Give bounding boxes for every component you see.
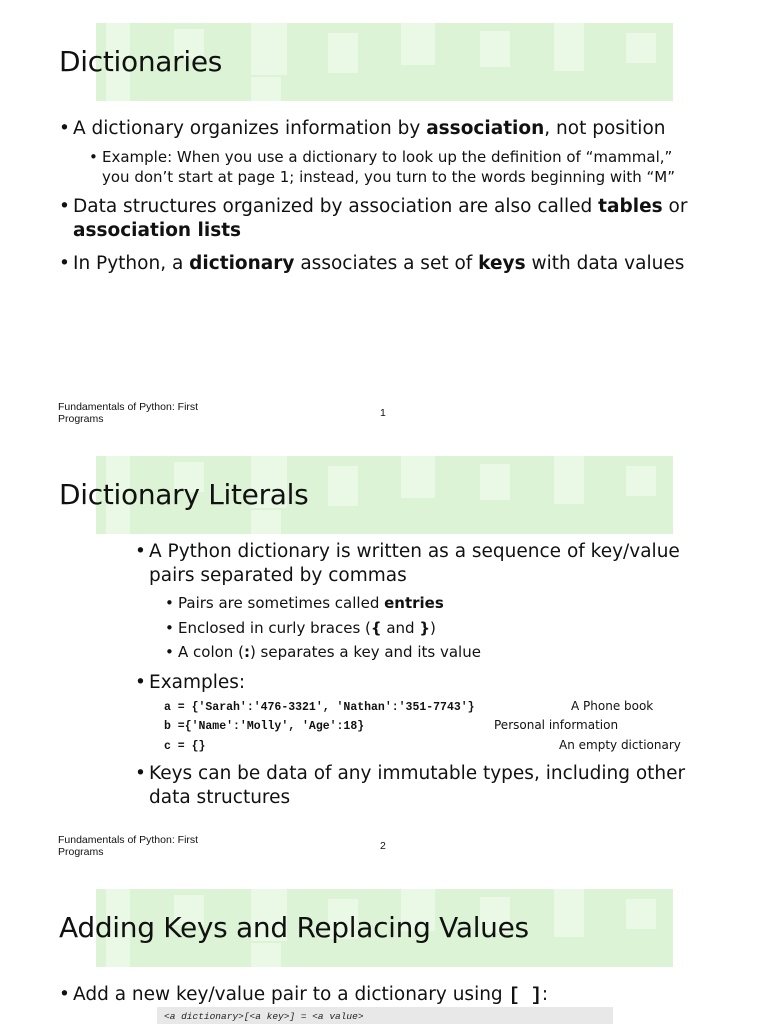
code-note-b: Personal information (494, 718, 619, 732)
code-line-b: b ={'Name':'Molly', 'Age':18} (164, 720, 365, 733)
bullet-examples: • Examples: (135, 672, 246, 693)
slide-title: Dictionary Literals (59, 478, 309, 511)
page-number: 2 (380, 840, 386, 852)
bullet-tables: • Data structures organized by association are also called tables or association lists (59, 196, 688, 241)
slide-1 (0, 0, 768, 433)
slide-title: Adding Keys and Replacing Values (59, 911, 529, 944)
code-line-c: c = {} (164, 740, 206, 753)
page-number: 1 (380, 407, 386, 419)
bullet-add-key: • Add a new key/value pair to a dictionary using [ ]: (59, 984, 549, 1006)
slide-footer: Fundamentals of Python: First Programs (58, 401, 199, 425)
code-note-c: An empty dictionary (559, 738, 681, 752)
bullet-written-as: • A Python dictionary is written as a sequence of key/value pairs separated by commas (135, 541, 680, 586)
sub-bullet-example: • Example: When you use a dictionary to look up the definition of “mammal,” you don’t start at page 1; instead, you turn to the words beginning with “M” (89, 148, 675, 186)
bullet-association: • A dictionary organizes information by association, not position (59, 118, 666, 139)
sub-bullet-entries: • Pairs are sometimes called entries (165, 594, 444, 612)
code-note-a: A Phone book (571, 699, 654, 713)
sub-bullet-curly-braces: • Enclosed in curly braces ({ and }) (165, 619, 436, 637)
slide-title: Dictionaries (59, 45, 223, 78)
bullet-immutable-keys: • Keys can be data of any immutable types, including other data structures (135, 763, 686, 808)
code-line-a: a = {'Sarah':'476-3321', 'Nathan':'351-7743'} (164, 701, 475, 714)
syntax-box (157, 1007, 613, 1024)
slide-footer: Fundamentals of Python: First Programs (58, 834, 199, 858)
sub-bullet-colon: • A colon (:) separates a key and its value (165, 643, 481, 661)
syntax-template: <a dictionary>[<a key>] = <a value> (164, 1011, 364, 1022)
slide-3 (0, 866, 768, 1024)
bullet-python-dictionary: • In Python, a dictionary associates a set of keys with data values (59, 253, 685, 274)
slide-2 (0, 433, 768, 866)
